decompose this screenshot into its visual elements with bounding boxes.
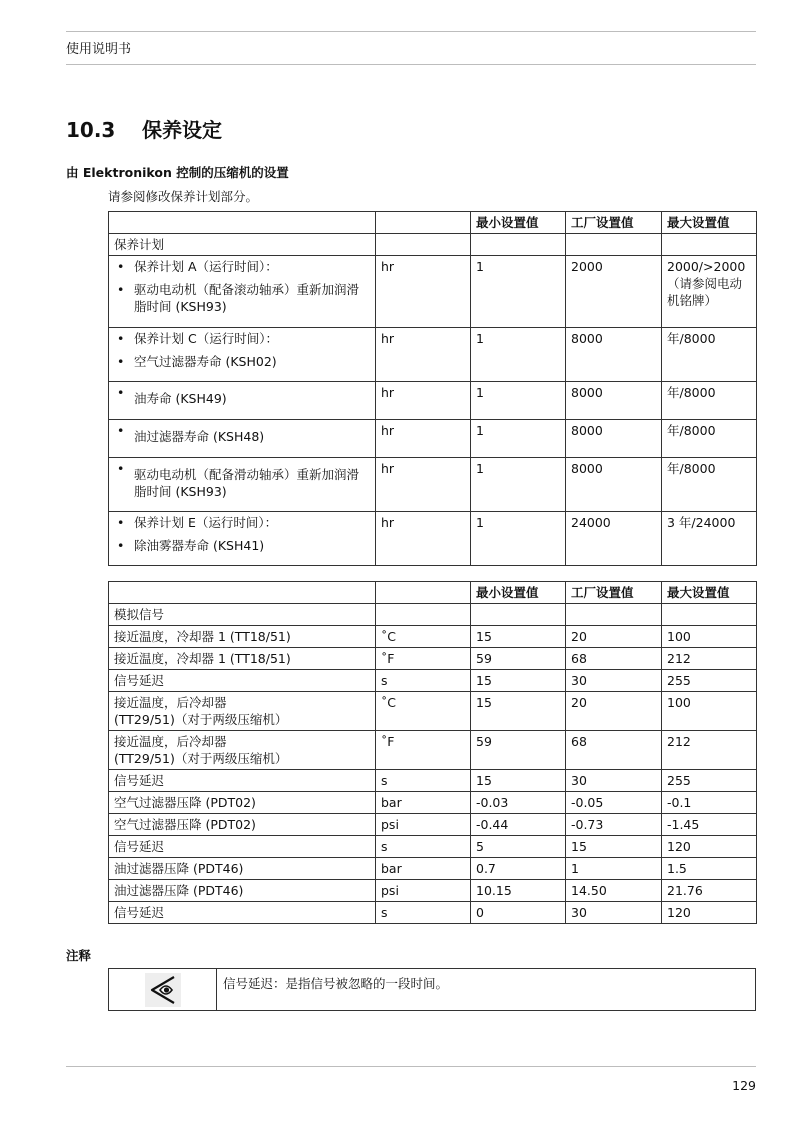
min-cell: 15	[471, 670, 566, 692]
max-cell: 2000/>2000（请参阅电动机铭牌）	[662, 256, 757, 328]
label-cell: 空气过滤器压降 (PDT02)	[109, 814, 376, 836]
unit-cell: s	[376, 902, 471, 924]
label-cell: 信号延迟	[109, 902, 376, 924]
footer-rule	[66, 1066, 756, 1067]
item-cell	[109, 420, 376, 458]
list-item: • 油寿命 (KSH49)	[114, 384, 370, 407]
item-cell	[109, 382, 376, 420]
list-item: • 油过滤器寿命 (KSH48)	[114, 422, 370, 445]
max-cell: 1.5	[662, 858, 757, 880]
table-row	[109, 792, 757, 814]
label-cell: 接近温度，冷却器 1 (TT18/51)	[109, 626, 376, 648]
unit-cell: ˚F	[376, 731, 471, 770]
max-cell: 255	[662, 670, 757, 692]
unit-cell: hr	[376, 458, 471, 512]
label-cell: 空气过滤器压降 (PDT02)	[109, 792, 376, 814]
factory-cell: 30	[566, 670, 662, 692]
table-row	[109, 731, 757, 770]
header-cell: 最小设置值	[471, 582, 566, 604]
table-row	[109, 626, 757, 648]
table-row	[109, 382, 757, 420]
note-icon-cell	[109, 969, 217, 1010]
note-text: 信号延迟：是指信号被忽略的一段时间。	[223, 976, 449, 991]
min-cell: 15	[471, 626, 566, 648]
factory-cell: 24000	[566, 512, 662, 566]
max-cell: 120	[662, 902, 757, 924]
label-cell: 接近温度，冷却器 1 (TT18/51)	[109, 648, 376, 670]
factory-cell: 8000	[566, 458, 662, 512]
header-cell: 最大设置值	[662, 212, 757, 234]
min-cell: 15	[471, 770, 566, 792]
factory-cell: 8000	[566, 420, 662, 458]
table-row	[109, 458, 757, 512]
min-cell: 1	[471, 458, 566, 512]
min-cell: 0	[471, 902, 566, 924]
item-cell	[109, 458, 376, 512]
unit-cell: bar	[376, 792, 471, 814]
label-cell: 接近温度，后冷却器 (TT29/51)（对于两级压缩机）	[109, 692, 376, 731]
factory-cell: 8000	[566, 328, 662, 382]
label-cell: 接近温度，后冷却器 (TT29/51)（对于两级压缩机）	[109, 731, 376, 770]
min-cell: 10.15	[471, 880, 566, 902]
table-header-row	[109, 212, 757, 234]
unit-cell: ˚C	[376, 692, 471, 731]
list-item: • 驱动电动机（配备滑动轴承）重新加润滑脂时间 (KSH93)	[114, 460, 370, 500]
table-row	[109, 256, 757, 328]
section-heading	[66, 114, 222, 143]
group-label: 模拟信号	[109, 604, 376, 626]
eye-note-icon	[145, 973, 181, 1007]
table-row	[109, 880, 757, 902]
subheading: 由 Elektronikon 控制的压缩机的设置	[66, 165, 289, 180]
min-cell: 1	[471, 512, 566, 566]
max-cell: 100	[662, 626, 757, 648]
min-cell: 1	[471, 256, 566, 328]
factory-cell: -0.05	[566, 792, 662, 814]
max-cell: 21.76	[662, 880, 757, 902]
header-cell: 工厂设置值	[566, 582, 662, 604]
max-cell: 212	[662, 648, 757, 670]
table-row	[109, 770, 757, 792]
list-item: • 驱动电动机（配备滚动轴承）重新加润滑脂时间 (KSH93)	[114, 281, 370, 315]
label-cell: 信号延迟	[109, 770, 376, 792]
table-row	[109, 420, 757, 458]
factory-cell: 20	[566, 692, 662, 731]
item-cell	[109, 512, 376, 566]
max-cell: 年/8000	[662, 420, 757, 458]
group-label: 保养计划	[109, 234, 376, 256]
min-cell: 59	[471, 648, 566, 670]
factory-cell: 8000	[566, 382, 662, 420]
intro-text: 请参阅修改保养计划部分。	[108, 189, 259, 204]
table-row	[109, 836, 757, 858]
document-title: 使用说明书	[66, 42, 132, 57]
unit-cell: hr	[376, 256, 471, 328]
label-cell: 信号延迟	[109, 836, 376, 858]
min-cell: 0.7	[471, 858, 566, 880]
label-cell: 信号延迟	[109, 670, 376, 692]
unit-cell: ˚C	[376, 626, 471, 648]
max-cell: 255	[662, 770, 757, 792]
header-cell: 最大设置值	[662, 582, 757, 604]
item-cell	[109, 256, 376, 328]
analog-signal-table	[108, 581, 757, 924]
min-cell: 1	[471, 420, 566, 458]
unit-cell: hr	[376, 420, 471, 458]
table-row	[109, 328, 757, 382]
table-row	[109, 648, 757, 670]
min-cell: 59	[471, 731, 566, 770]
maintenance-table	[108, 211, 757, 566]
max-cell: 年/8000	[662, 328, 757, 382]
min-cell: 1	[471, 328, 566, 382]
unit-cell: s	[376, 836, 471, 858]
factory-cell: -0.73	[566, 814, 662, 836]
label-cell: 油过滤器压降 (PDT46)	[109, 858, 376, 880]
table-group-row	[109, 234, 757, 256]
unit-cell: hr	[376, 382, 471, 420]
header-cell: 工厂设置值	[566, 212, 662, 234]
table-group-row	[109, 604, 757, 626]
unit-cell: hr	[376, 512, 471, 566]
factory-cell: 30	[566, 770, 662, 792]
header-cell	[109, 212, 376, 234]
max-cell: -1.45	[662, 814, 757, 836]
max-cell: 120	[662, 836, 757, 858]
max-cell: 3 年/24000	[662, 512, 757, 566]
unit-cell: bar	[376, 858, 471, 880]
factory-cell: 15	[566, 836, 662, 858]
unit-cell: s	[376, 770, 471, 792]
table-row	[109, 512, 757, 566]
list-item: • 除油雾器寿命 (KSH41)	[114, 537, 370, 554]
factory-cell: 68	[566, 731, 662, 770]
unit-cell: ˚F	[376, 648, 471, 670]
max-cell: 100	[662, 692, 757, 731]
table-row	[109, 692, 757, 731]
header-rule-bottom	[66, 64, 756, 65]
list-item: • 保养计划 C（运行时间）：	[114, 330, 370, 347]
min-cell: 1	[471, 382, 566, 420]
unit-cell: psi	[376, 880, 471, 902]
section-number: 10.3	[66, 118, 116, 142]
page-number: 129	[732, 1078, 756, 1093]
min-cell: -0.44	[471, 814, 566, 836]
table-row	[109, 858, 757, 880]
note-box	[108, 968, 756, 1011]
header-cell: 最小设置值	[471, 212, 566, 234]
list-item: • 保养计划 A（运行时间）：	[114, 258, 370, 275]
header-cell	[376, 212, 471, 234]
table-row	[109, 670, 757, 692]
unit-cell: hr	[376, 328, 471, 382]
factory-cell: 2000	[566, 256, 662, 328]
factory-cell: 20	[566, 626, 662, 648]
factory-cell: 1	[566, 858, 662, 880]
max-cell: -0.1	[662, 792, 757, 814]
max-cell: 年/8000	[662, 458, 757, 512]
table-row	[109, 902, 757, 924]
section-title: 保养设定	[142, 118, 222, 142]
table-row	[109, 814, 757, 836]
unit-cell: s	[376, 670, 471, 692]
factory-cell: 30	[566, 902, 662, 924]
note-title: 注释	[66, 948, 92, 963]
factory-cell: 68	[566, 648, 662, 670]
header-rule-top	[66, 31, 756, 32]
max-cell: 年/8000	[662, 382, 757, 420]
max-cell: 212	[662, 731, 757, 770]
item-cell	[109, 328, 376, 382]
min-cell: 5	[471, 836, 566, 858]
table-header-row	[109, 582, 757, 604]
unit-cell: psi	[376, 814, 471, 836]
header-cell	[376, 582, 471, 604]
header-cell	[109, 582, 376, 604]
list-item: • 空气过滤器寿命 (KSH02)	[114, 353, 370, 370]
label-cell: 油过滤器压降 (PDT46)	[109, 880, 376, 902]
list-item: • 保养计划 E（运行时间）：	[114, 514, 370, 531]
min-cell: -0.03	[471, 792, 566, 814]
min-cell: 15	[471, 692, 566, 731]
factory-cell: 14.50	[566, 880, 662, 902]
